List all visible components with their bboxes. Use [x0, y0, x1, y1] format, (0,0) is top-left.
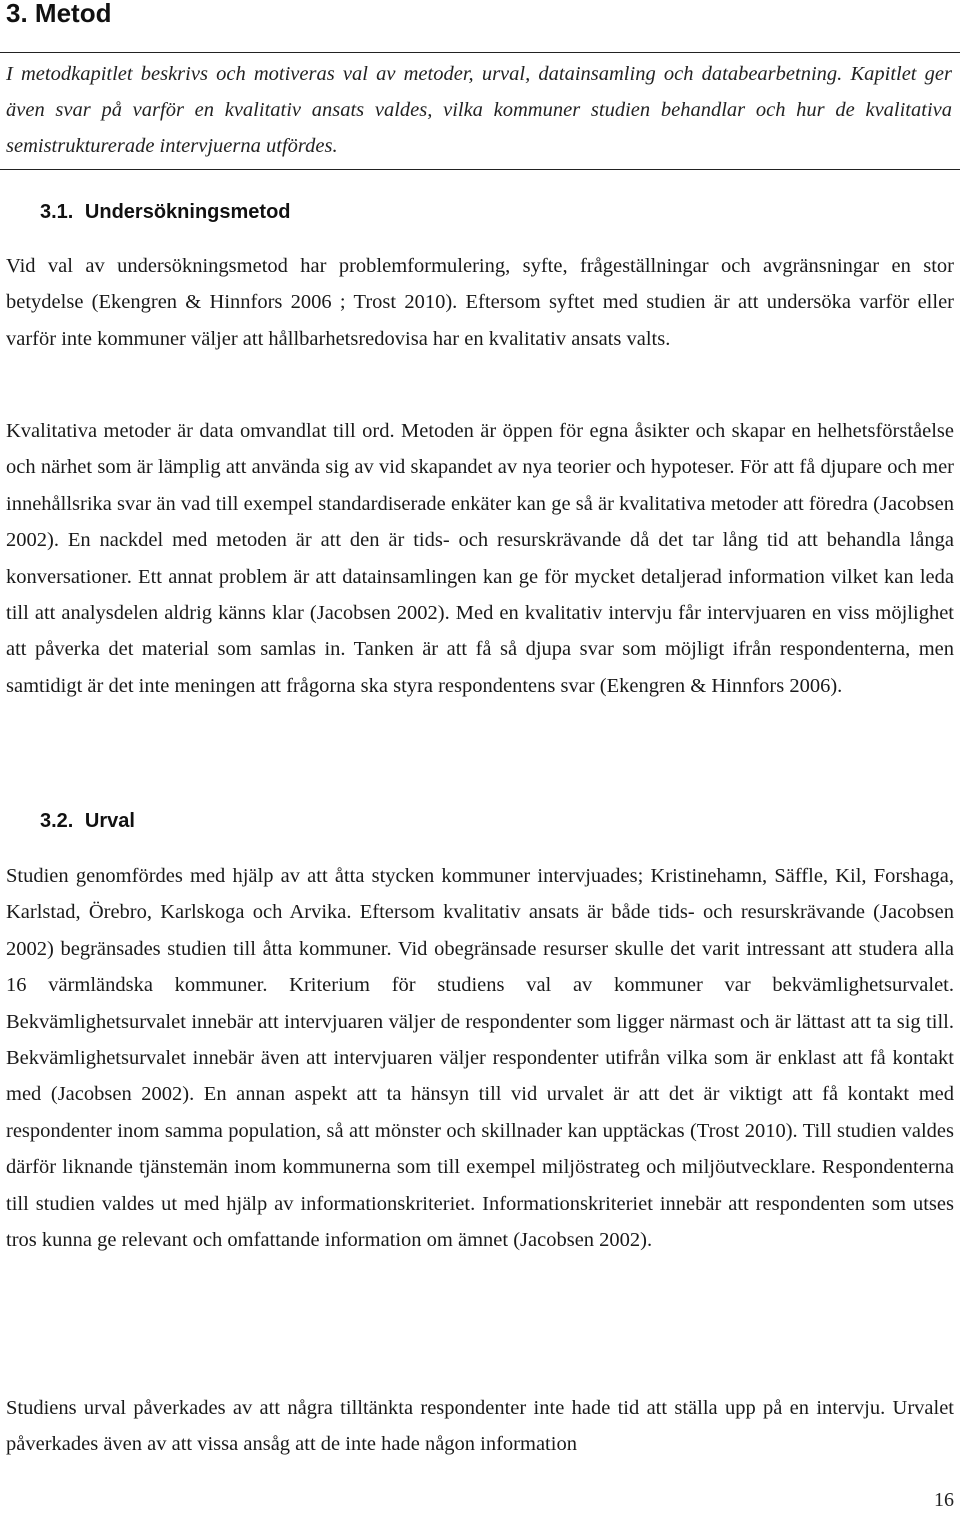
chapter-number: 3. — [6, 0, 28, 28]
section-number: 3.1. — [40, 201, 74, 223]
body-paragraph: Studiens urval påverkades av att några tilltänkta respondenter inte hade tid att ställa upp på en intervju. Urvalet påverkades även av att vissa ansåg att de inte hade någon information — [6, 1397, 954, 1456]
chapter-title — [6, 0, 111, 30]
page-number: 16 — [934, 1489, 954, 1511]
body-paragraph: Kvalitativa metoder är data omvandlat till ord. Metoden är öppen för egna åsikter och skapar en helhetsförståelse och närhet som är lämplig att använda sig av vid skapandet av nya teorier och hypoteser. För att få djupare och mer innehållsrika svar än vad till exempel standardiserade enkäter kan ge så är kvalitativa metoder att föredra (Jacobsen 2002). En nackdel med metoden är att den är tids- och resurskrävande då det tar lång tid att behandla långa konversationer. Ett annat problem är att datainsamlingen kan ge för mycket detaljerad information vilket kan leda till att analysdelen aldrig känns klar (Jacobsen 2002). Med en kvalitativ intervju får intervjuaren en viss möjlighet att påverka det material som samlas in. Tanken är att få så djupa svar som möjligt ifrån respondenterna, men samtidigt är det inte meningen att frågorna ska styra respondentens svar (Ekengren & Hinnfors 2006). — [6, 420, 954, 697]
body-paragraph: Studien genomfördes med hjälp av att åtta stycken kommuner intervjuades; Kristinehamn, Säffle, Kil, Forshaga, Karlstad, Örebro, Karlskoga och Arvika. Eftersom kvalitativ ansats är både tids- och resurskrävande (Jacobsen 2002) begränsades studien till åtta kommuner. Vid obegränsade resurser skulle det varit intressant att studera alla 16 värmländska kommuner. Kriterium för studiens val av kommuner var bekvämlighetsurvalet. Bekvämlighetsurvalet innebär att intervjuaren väljer de respondenter som ligger närmast och är lättast att ta sig till. Bekvämlighetsurvalet innebär även att intervjuaren väljer respondenter utifrån vilka som är enklast att få kontakt med (Jacobsen 2002). En annan aspekt att ta hänsyn till vid urvalet är att det är viktigt att få kontakt med respondenter inom samma population, så att mönster och skillnader kan upptäckas (Trost 2010). Till studien valdes därför liknande tjänstemän inom kommunerna som till exempel miljöstrateg och miljöutvecklare. Respondenterna till studien valdes ut med hjälp av informationskriteriet. Informationskriteriet innebär att respondenten som utses tros kunna ge relevant och omfattande information om ämnet (Jacobsen 2002). — [6, 865, 954, 1252]
section-title: Undersökningsmetod — [84, 201, 291, 223]
chapter-title-text: Metod — [34, 0, 112, 28]
intro-top-rule — [0, 52, 960, 53]
body-paragraph: Vid val av undersökningsmetod har problemformulering, syfte, frågeställningar och avgränsningar en stor betydelse (Ekengren & Hinnfors 2006 ; Trost 2010). Eftersom syftet med studien är att undersöka varför eller varför inte kommuner väljer att hållbarhetsredovisa har en kvalitativ ansats valts. — [6, 255, 954, 350]
chapter-intro: I metodkapitlet beskrivs och motiveras val av metoder, urval, datainsamling och databearbetning. Kapitlet ger även svar på varför en kvalitativ ansats valdes, vilka kommuner studien behandlar och hur de kvalitativa semistrukturerade intervjuerna utfördes. — [6, 63, 952, 157]
section-number: 3.2. — [40, 810, 74, 832]
section-heading-undersokningsmetod — [40, 197, 291, 227]
section-heading-urval — [40, 806, 135, 836]
section-title: Urval — [84, 810, 135, 832]
intro-bottom-rule — [0, 169, 960, 170]
